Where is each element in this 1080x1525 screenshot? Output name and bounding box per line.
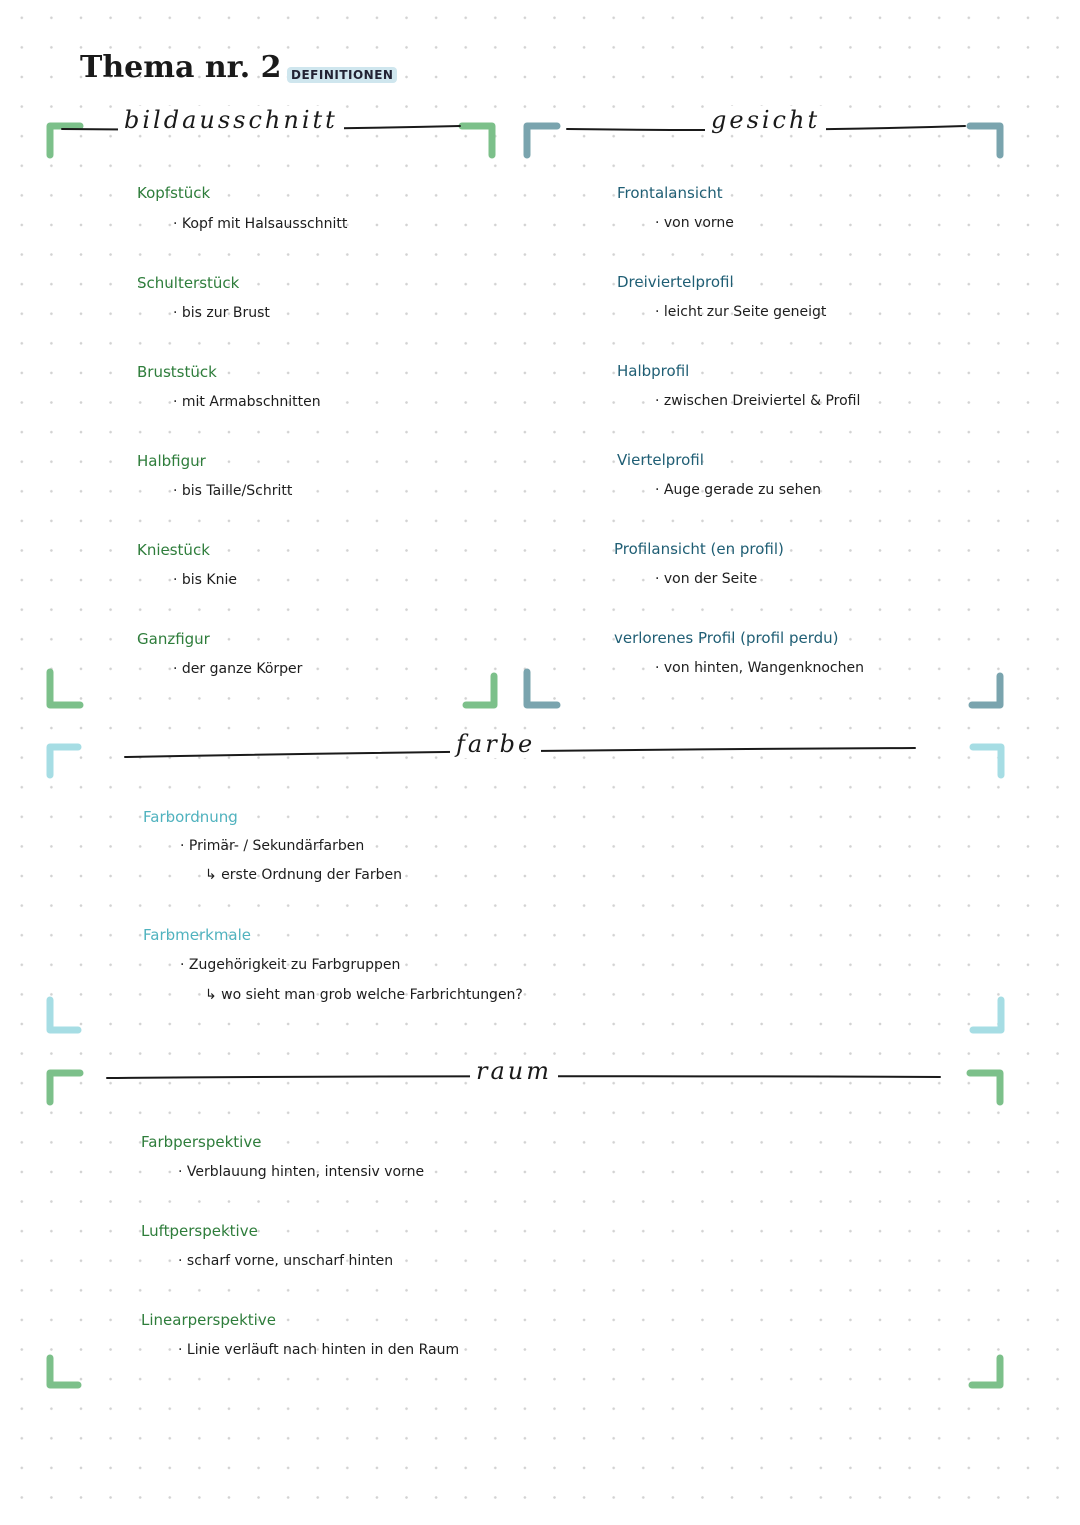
bracket-top-right-bildausschnitt [462,126,492,155]
term-farbordnung: Farbordnung [143,808,238,826]
def-farbordnung: · Primär- / Sekundärfarben [180,838,365,854]
term-frontalansicht: Frontalansicht [617,184,723,202]
def-dreiviertelprofil: · leicht zur Seite geneigt [655,304,827,320]
term-kopfstueck: Kopfstück [137,184,211,202]
def-kniestueck: · bis Knie [173,572,237,588]
term-farbmerkmale: Farbmerkmale [143,926,252,944]
def-frontalansicht: · von vorne [655,215,734,231]
bracket-bottom-right-bildausschnitt [466,676,494,705]
term-linearperspektive: Linearperspektive [141,1311,276,1329]
term-verlorenes-profil: verlorenes Profil (profil perdu) [614,629,839,647]
term-luftperspektive: Luftperspektive [141,1222,258,1240]
bracket-top-left-bildausschnitt [50,126,80,155]
term-halbprofil: Halbprofil [617,362,690,380]
term-halbfigur: Halbfigur [137,452,206,470]
def-schulterstueck: · bis zur Brust [173,305,270,321]
bracket-top-right-raum [970,1073,1000,1102]
heading-raum: raum [470,1057,558,1085]
def-bruststueck: · mit Armabschnitten [173,394,321,410]
sub-farbmerkmale: ↳ wo sieht man grob welche Farbrichtungen? [205,987,523,1003]
def-kopfstueck: · Kopf mit Halsausschnitt [173,216,348,232]
bracket-top-right-gesicht [970,126,1000,155]
term-viertelprofil: Viertelprofil [617,451,704,469]
bracket-bottom-right-farbe [973,1000,1001,1030]
def-farbmerkmale: · Zugehörigkeit zu Farbgruppen [180,957,401,973]
bracket-top-right-farbe [973,747,1001,775]
bracket-top-left-gesicht [527,126,557,155]
bracket-top-left-raum [50,1073,80,1102]
bracket-bottom-left-gesicht [527,672,557,705]
term-kniestueck: Kniestück [137,541,210,559]
def-profilansicht: · von der Seite [655,571,758,587]
bracket-bottom-right-gesicht [972,676,1000,705]
term-farbperspektive: Farbperspektive [141,1133,262,1151]
def-luftperspektive: · scharf vorne, unscharf hinten [178,1253,394,1269]
def-ganzfigur: · der ganze Körper [173,661,303,677]
def-verlorenes-profil: · von hinten, Wangenknochen [655,660,864,676]
def-halbfigur: · bis Taille/Schritt [173,483,293,499]
def-halbprofil: · zwischen Dreiviertel & Profil [655,393,861,409]
bracket-bottom-left-bildausschnitt [50,672,80,705]
term-profilansicht: Profilansicht (en profil) [614,540,784,558]
heading-gesicht: gesicht [705,106,826,134]
def-viertelprofil: · Auge gerade zu sehen [655,482,822,498]
def-farbperspektive: · Verblauung hinten, intensiv vorne [178,1164,425,1180]
sub-farbordnung: ↳ erste Ordnung der Farben [205,867,402,883]
def-linearperspektive: · Linie verläuft nach hinten in den Raum [178,1342,460,1358]
bracket-bottom-left-raum [50,1358,78,1385]
definitions-tag: DEFINITIONEN [287,67,397,83]
page-title: Thema nr. 2 [80,50,282,85]
bracket-bottom-right-raum [972,1358,1000,1385]
term-dreiviertelprofil: Dreiviertelprofil [617,273,734,291]
term-bruststueck: Bruststück [137,363,217,381]
heading-farbe: farbe [450,730,541,758]
term-schulterstueck: Schulterstück [137,274,240,292]
bracket-bottom-left-farbe [50,1000,78,1030]
bracket-top-left-farbe [50,747,78,775]
heading-bildausschnitt: bildausschnitt [118,106,344,134]
term-ganzfigur: Ganzfigur [137,630,210,648]
